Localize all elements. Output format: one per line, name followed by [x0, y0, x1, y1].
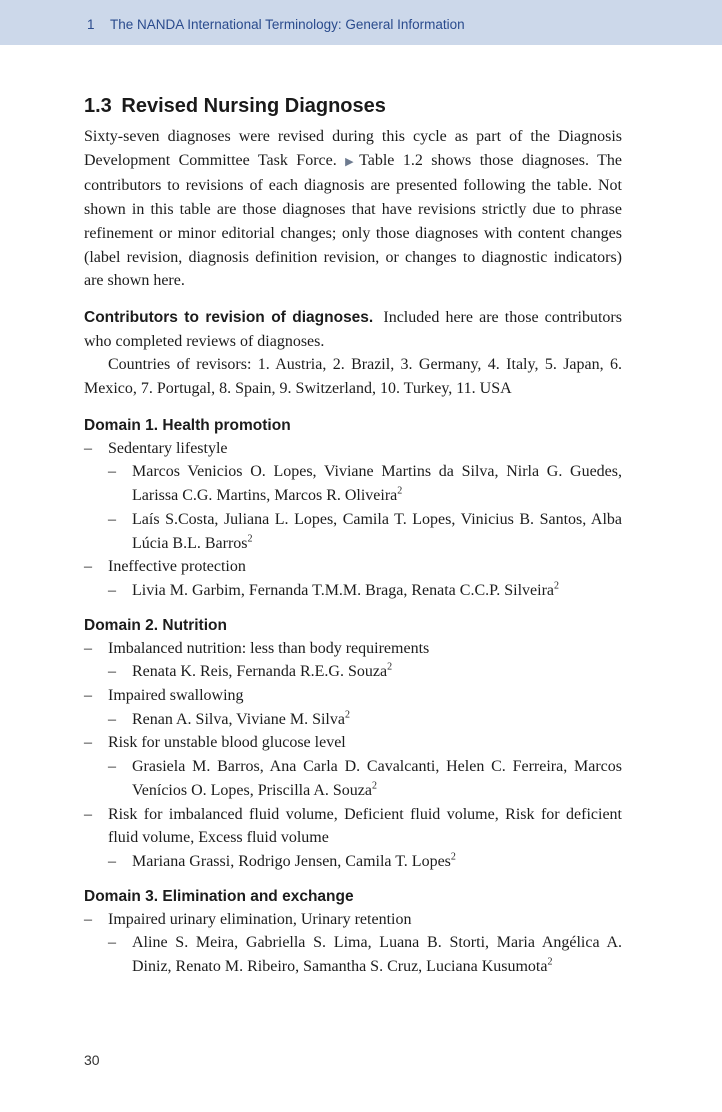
diagnosis-item: [84, 731, 622, 802]
section-title: Revised Nursing Diagnoses: [121, 95, 386, 117]
diagnosis-item: [84, 437, 622, 556]
contributors-section: [84, 306, 622, 401]
domain-heading: Domain 2. Nutrition: [84, 616, 227, 634]
country-superscript: 2: [371, 780, 377, 792]
diagnosis-name: Impaired swallowing: [108, 687, 244, 705]
contributor-names: Renata K. Reis, Fernanda R.E.G. Souza: [132, 663, 388, 681]
contributor-item: [108, 708, 622, 732]
contributor-list: [108, 755, 622, 802]
diagnosis-item: [84, 637, 622, 684]
diagnosis-item: [84, 803, 622, 874]
contributor-names: Grasiela M. Barros, Ana Carla D. Cavalcanti, Helen C. Ferreira, Marcos Venícios O. Lopes, Priscilla A. Souza: [132, 758, 622, 799]
chapter-title: The NANDA International Terminology: General Information: [110, 17, 465, 32]
country-superscript: 2: [450, 851, 456, 863]
contributor-item: [108, 850, 622, 874]
contributor-list: [108, 931, 622, 978]
country-superscript: 2: [547, 956, 553, 968]
country-superscript: 2: [344, 709, 350, 721]
intro-text-1: Sixty-seven diagnoses were revised during this cycle as part of the Diagnosis Development Committee Task Force.: [84, 128, 622, 169]
contributor-names: Renan A. Silva, Viviane M. Silva: [132, 710, 345, 728]
domain-section: [84, 615, 622, 874]
contributor-item: [108, 931, 622, 978]
contributor-names: Laís S.Costa, Juliana L. Lopes, Camila T. Lopes, Vinicius B. Santos, Alba Lúcia B.L. Barros: [132, 510, 622, 552]
contributor-item: [108, 579, 622, 603]
country-superscript: 2: [247, 533, 253, 545]
country-superscript: 2: [554, 580, 560, 592]
contributor-list: [108, 579, 622, 603]
contributor-item: [108, 460, 622, 507]
intro-paragraph: [84, 125, 622, 293]
contributor-names: Livia M. Garbim, Fernanda T.M.M. Braga, Renata C.C.P. Silveira: [132, 581, 555, 599]
diagnosis-name: Sedentary lifestyle: [108, 439, 228, 457]
domain-heading: Domain 1. Health promotion: [84, 416, 291, 434]
diagnosis-name: Impaired urinary elimination, Urinary retention: [108, 910, 412, 928]
diagnosis-item: [84, 555, 622, 602]
domain-section: [84, 886, 622, 979]
diagnosis-name: Risk for imbalanced fluid volume, Deficient fluid volume, Risk for deficient fluid volume, Excess fluid volume: [108, 805, 622, 847]
contributor-list: [108, 708, 622, 732]
contributor-item: [108, 755, 622, 802]
country-superscript: 2: [387, 662, 393, 674]
contributor-names: Aline S. Meira, Gabriella S. Lima, Luana B. Storti, Maria Angélica A. Diniz, Renato M. Ribeiro, Samantha S. Cruz, Luciana Kusumota: [132, 934, 622, 976]
intro-text-2: Table 1.2 shows those diagnoses. The contributors to revisions of each diagnosis are presented following the table. Not shown in this table are those diagnoses that have revisions strictly due to phrase refinement or minor editorial changes; only those diagnoses with content changes (label revision, diagnosis definition revision, or changes to diagnostic indicators) are shown here.: [84, 151, 623, 290]
diagnosis-list: [84, 637, 622, 874]
chapter-number: 1: [87, 17, 95, 32]
countries-paragraph: Countries of revisors: 1. Austria, 2. Brazil, 3. Germany, 4. Italy, 5. Japan, 6. Mexico, 7. Portugal, 8. Spain, 9. Switzerland, 10. Turkey, 11. USA: [84, 356, 622, 398]
contributors-text: Included here are those contributors who completed reviews of diagnoses.: [84, 308, 622, 350]
domains-list: [84, 415, 622, 979]
running-header: [0, 0, 722, 45]
contributors-heading: Contributors to revision of diagnoses.: [84, 308, 374, 326]
diagnosis-name: Imbalanced nutrition: less than body requirements: [108, 639, 430, 657]
domain-heading: Domain 3. Elimination and exchange: [84, 887, 354, 905]
page-content: [84, 93, 622, 991]
diagnosis-list: [84, 908, 622, 979]
section-heading: [84, 93, 622, 119]
contributors-paragraph: [84, 306, 622, 353]
contributor-item: [108, 660, 622, 684]
table-reference-arrow-icon: ▶: [345, 155, 359, 168]
country-superscript: 2: [397, 485, 403, 497]
contributor-list: [108, 460, 622, 555]
contributor-names: Marcos Venicios O. Lopes, Viviane Martins da Silva, Nirla G. Guedes, Larissa C.G. Martins, Marcos R. Oliveira: [132, 463, 622, 505]
diagnosis-name: Ineffective protection: [108, 558, 246, 576]
contributor-item: [108, 508, 622, 555]
contributor-list: [108, 850, 622, 874]
diagnosis-list: [84, 437, 622, 603]
section-number: 1.3: [84, 95, 112, 117]
contributor-list: [108, 660, 622, 684]
contributor-names: Mariana Grassi, Rodrigo Jensen, Camila T. Lopes: [132, 852, 451, 870]
diagnosis-name: Risk for unstable blood glucose level: [108, 734, 346, 752]
diagnosis-item: [84, 684, 622, 731]
page-number: 30: [84, 1052, 100, 1068]
diagnosis-item: [84, 908, 622, 979]
domain-section: [84, 415, 622, 603]
